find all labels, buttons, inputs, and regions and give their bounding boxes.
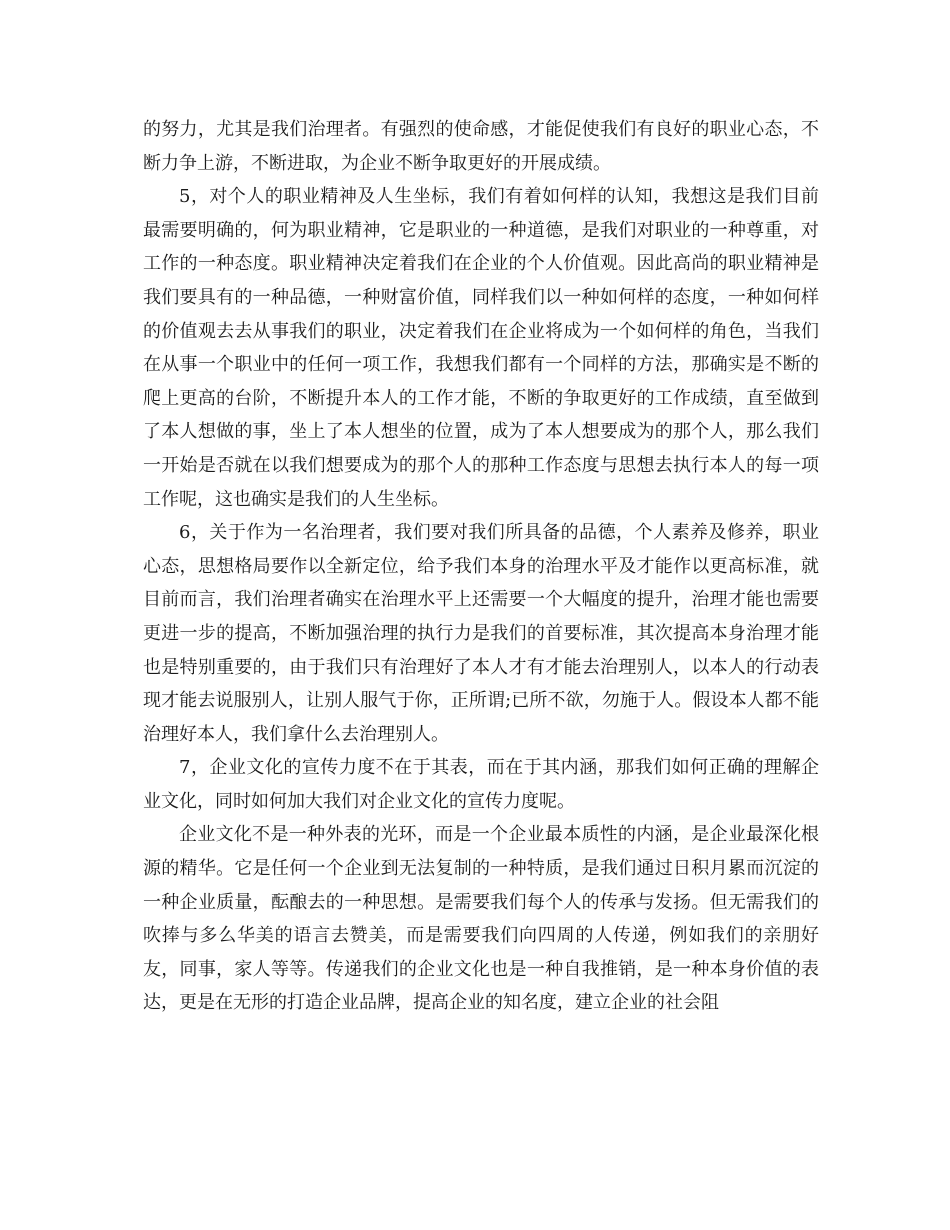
paragraph-item-6: 6，关于作为一名治理者，我们要对我们所具备的品德，个人素养及修养，职业心态，思想格局要作以全新定位，给予我们本身的治理水平及才能作以更高标准，就目前而言，我们治理者确实在治理水平上还需要一个大幅度的提升，治理才能也需要更进一步的提高，不断加强治理的执行力是我们的首要标准，其次提高本身治理才能也是特别重要的，由于我们只有治理好了本人才有才能去治理别人，以本人的行动表现才能去说服别人，让别人服气于你，正所谓;已所不欲，勿施于人。假设本人都不能治理好本人，我们拿什么去治理别人。 xyxy=(143,522,819,745)
body-text xyxy=(143,113,819,1020)
paragraph-continuation: 的努力，尤其是我们治理者。有强烈的使命感，才能促使我们有良好的职业心态，不断力争上游，不断进取，为企业不断争取更好的开展成绩。 xyxy=(143,119,819,174)
paragraph-item-5: 5，对个人的职业精神及人生坐标，我们有着如何样的认知，我想这是我们目前最需要明确的，何为职业精神，它是职业的一种道德，是我们对职业的一种尊重，对工作的一种态度。职业精神决定着我们在企业的个人价值观。因此高尚的职业精神是我们要具有的一种品德，一种财富价值，同样我们以一种如何样的态度，一种如何样的价值观去去从事我们的职业，决定着我们在企业将成为一个如何样的角色，当我们在从事一个职业中的任何一项工作，我想我们都有一个同样的方法，那确实是不断的爬上更高的台阶，不断提升本人的工作才能，不断的争取更好的工作成绩，直至做到了本人想做的事，坐上了本人想坐的位置，成为了本人想要成为的那个人，那么我们一开始是否就在以我们想要成为的那个人的那种工作态度与思想去执行本人的每一项工作呢，这也确实是我们的人生坐标。 xyxy=(143,186,819,510)
paragraph-culture: 企业文化不是一种外表的光环，而是一个企业最本质性的内涵，是企业最深化根源的精华。它是任何一个企业到无法复制的一种特质，是我们通过日积月累而沉淀的一种企业质量，酝酿去的一种思想。是需要我们每个人的传承与发扬。但无需我们的吹捧与多么华美的语言去赞美，而是需要我们向四周的人传递，例如我们的亲朋好友，同事，家人等等。传递我们的企业文化也是一种自我推销，是一种本身价值的表达，更是在无形的打造企业品牌，提高企业的知名度，建立企业的社会阻 xyxy=(143,824,819,1014)
paragraph-item-7: 7，企业文化的宣传力度不在于其表，而在于其内涵，那我们如何正确的理解企业文化，同时如何加大我们对企业文化的宣传力度呢。 xyxy=(143,757,819,812)
